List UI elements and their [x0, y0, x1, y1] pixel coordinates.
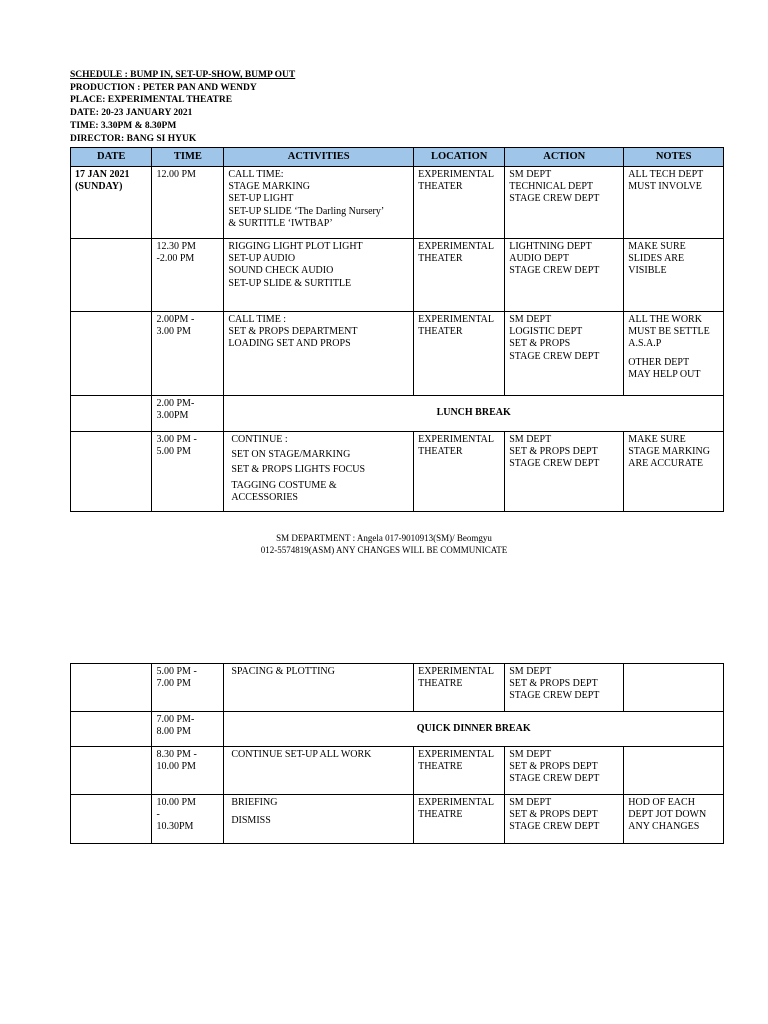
action-line: SET & PROPS DEPT	[509, 761, 598, 773]
sm-department-contact	[70, 532, 698, 556]
time-text: 5.00 PM	[156, 446, 191, 458]
time-cell	[152, 239, 224, 312]
notes-line: ARE ACCURATE	[628, 458, 703, 470]
action-line: STAGE CREW DEPT	[509, 773, 600, 785]
contact-line: SM DEPARTMENT : Angela 017-9010913(SM)/ Beomgyu	[276, 533, 492, 543]
notes-line: MUST BE SETTLE	[628, 326, 710, 338]
location-cell	[414, 432, 505, 512]
column-header-notes: NOTES	[624, 148, 724, 167]
notes-line: HOD OF EACH	[628, 797, 695, 808]
notes-line: MUST INVOLVE	[628, 181, 702, 193]
time-text: 10.00 PM	[156, 797, 196, 808]
date-cell	[71, 396, 152, 432]
time-text: 10.00 PM	[156, 761, 196, 773]
production-line: PRODUCTION : PETER PAN AND WENDY	[70, 82, 257, 93]
table-row	[71, 312, 724, 396]
time-text: 8.00 PM	[156, 726, 191, 738]
notes-line: SLIDES ARE	[628, 253, 685, 265]
table-row	[71, 712, 724, 747]
location-line: THEATRE	[418, 678, 463, 690]
notes-line: ANY CHANGES	[628, 821, 700, 833]
location-line: EXPERIMENTAL	[418, 314, 494, 325]
date-cell	[71, 239, 152, 312]
notes-line: DEPT JOT DOWN	[628, 809, 707, 821]
action-line: STAGE CREW DEPT	[509, 458, 600, 470]
action-line: LIGHTNING DEPT	[509, 241, 592, 252]
notes-cell	[624, 432, 724, 512]
time-text: 8.30 PM -	[156, 749, 197, 760]
notes-line: ALL TECH DEPT	[628, 169, 704, 180]
table-header-row	[71, 148, 724, 167]
director-line: DIRECTOR: BANG SI HYUK	[70, 133, 197, 144]
notes-cell	[624, 167, 724, 239]
time-text: -	[156, 809, 160, 821]
column-header-time: TIME	[152, 148, 224, 167]
column-header-activities: ACTIVITIES	[224, 148, 414, 167]
time-text: 10.30PM	[156, 821, 194, 833]
activity-line: CONTINUE :	[231, 434, 288, 445]
action-cell	[505, 312, 624, 396]
notes-line: A.S.A.P	[628, 338, 662, 350]
action-line: SM DEPT	[509, 797, 552, 808]
time-cell	[152, 747, 224, 795]
location-cell	[414, 239, 505, 312]
time-text: 7.00 PM-	[156, 714, 195, 725]
action-cell	[505, 432, 624, 512]
action-line: SM DEPT	[509, 749, 552, 760]
place-line: PLACE: EXPERIMENTAL THEATRE	[70, 95, 233, 106]
activities-cell	[224, 167, 414, 239]
location-cell	[414, 312, 505, 396]
date-cell	[71, 167, 152, 239]
time-cell	[152, 396, 224, 432]
contact-line: 012-5574819(ASM) ANY CHANGES WILL BE COMMUNICATE	[260, 545, 508, 555]
activity-line: SET-UP AUDIO	[228, 253, 296, 265]
activity-line: SET-UP SLIDE ‘The Darling Nursery’	[228, 205, 385, 217]
location-line: THEATER	[418, 446, 463, 458]
location-cell	[414, 167, 505, 239]
lunch-break-cell: LUNCH BREAK	[224, 396, 724, 432]
time-text: 2.00 PM-	[156, 398, 195, 409]
table-row	[71, 239, 724, 312]
action-line: STAGE CREW DEPT	[509, 265, 600, 277]
table-row	[71, 396, 724, 432]
action-line: SET & PROPS DEPT	[509, 678, 598, 690]
time-cell	[152, 712, 224, 747]
notes-cell	[624, 664, 724, 712]
activity-line: SET-UP LIGHT	[228, 193, 294, 205]
action-cell	[505, 167, 624, 239]
table-row	[71, 795, 724, 844]
location-line: EXPERIMENTAL	[418, 797, 494, 808]
time-text: -2.00 PM	[156, 253, 195, 265]
location-line: EXPERIMENTAL	[418, 434, 494, 445]
date-text: 17 JAN 2021	[75, 169, 130, 180]
time-text: 3.00 PM -	[156, 434, 197, 445]
activities-cell	[224, 795, 414, 844]
column-header-action: ACTION	[505, 148, 624, 167]
table-row	[71, 167, 724, 239]
action-line: SM DEPT	[509, 314, 552, 325]
schedule-title: SCHEDULE : BUMP IN, SET-UP-SHOW, BUMP OUT	[70, 70, 296, 80]
notes-cell	[624, 747, 724, 795]
action-line: SM DEPT	[509, 434, 552, 445]
action-cell	[505, 795, 624, 844]
activity-line: CONTINUE SET-UP ALL WORK	[231, 749, 372, 760]
location-line: THEATER	[418, 326, 463, 338]
action-line: AUDIO DEPT	[509, 253, 569, 265]
date-cell	[71, 432, 152, 512]
action-cell	[505, 664, 624, 712]
time-text: 2.00PM -	[156, 314, 195, 325]
time-text: 3.00PM	[156, 410, 189, 422]
table-row	[71, 747, 724, 795]
location-cell	[414, 664, 505, 712]
activities-cell	[224, 747, 414, 795]
notes-cell	[624, 795, 724, 844]
notes-cell	[624, 312, 724, 396]
action-line: STAGE CREW DEPT	[509, 350, 600, 362]
activity-line: TAGGING COSTUME &	[231, 479, 337, 491]
time-text: 3.00 PM	[156, 326, 191, 338]
notes-line: MAY HELP OUT	[628, 368, 701, 380]
activity-line: SET ON STAGE/MARKING	[231, 449, 351, 461]
date-line: DATE: 20-23 JANUARY 2021	[70, 108, 193, 119]
activity-line: & SURTITLE ‘IWTBAP’	[228, 217, 333, 229]
notes-cell	[624, 239, 724, 312]
time-text: 7.00 PM	[156, 678, 191, 690]
time-cell	[152, 432, 224, 512]
time-text: 5.00 PM -	[156, 666, 197, 677]
action-line: SM DEPT	[509, 169, 552, 180]
time-cell	[152, 664, 224, 712]
date-cell	[71, 312, 152, 396]
time-cell	[152, 312, 224, 396]
action-line: SET & PROPS	[509, 338, 571, 350]
activities-cell	[224, 432, 414, 512]
location-line: EXPERIMENTAL	[418, 241, 494, 252]
location-line: EXPERIMENTAL	[418, 169, 494, 180]
activity-line: CALL TIME:	[228, 169, 284, 180]
activity-line: RIGGING LIGHT PLOT LIGHT	[228, 241, 363, 252]
activity-line: CALL TIME :	[228, 314, 287, 325]
notes-line: VISIBLE	[628, 265, 667, 277]
action-line: STAGE CREW DEPT	[509, 821, 600, 833]
action-line: STAGE CREW DEPT	[509, 690, 600, 702]
action-line: SM DEPT	[509, 666, 552, 677]
action-line: LOGISTIC DEPT	[509, 326, 583, 338]
dinner-break-cell: QUICK DINNER BREAK	[224, 712, 724, 747]
time-text: 12.00 PM	[156, 169, 196, 180]
activities-cell	[224, 239, 414, 312]
location-line: THEATRE	[418, 809, 463, 821]
location-line: THEATER	[418, 181, 463, 193]
location-cell	[414, 795, 505, 844]
schedule-table	[70, 147, 724, 512]
time-cell	[152, 795, 224, 844]
table-row	[71, 432, 724, 512]
document-header	[70, 69, 295, 145]
activity-line: SET-UP SLIDE & SURTITLE	[228, 277, 352, 289]
notes-line: MAKE SURE	[628, 434, 686, 445]
activity-line: LOADING SET AND PROPS	[228, 338, 351, 350]
activities-cell	[224, 664, 414, 712]
notes-line: OTHER DEPT	[628, 356, 690, 368]
action-line: STAGE CREW DEPT	[509, 193, 600, 205]
action-line: SET & PROPS DEPT	[509, 809, 598, 821]
activities-cell	[224, 312, 414, 396]
time-text: 12.30 PM	[156, 241, 196, 252]
time-line: TIME: 3.30PM & 8.30PM	[70, 120, 177, 131]
activity-line: STAGE MARKING	[228, 181, 311, 193]
notes-line: ALL THE WORK	[628, 314, 702, 325]
activity-line: DISMISS	[231, 815, 271, 827]
action-line: SET & PROPS DEPT	[509, 446, 598, 458]
location-line: EXPERIMENTAL	[418, 666, 494, 677]
action-cell	[505, 747, 624, 795]
activity-line: SPACING & PLOTTING	[231, 666, 335, 677]
time-cell	[152, 167, 224, 239]
action-cell	[505, 239, 624, 312]
activity-line: SET & PROPS DEPARTMENT	[228, 326, 358, 338]
notes-line: MAKE SURE	[628, 241, 686, 252]
location-cell	[414, 747, 505, 795]
date-cell	[71, 795, 152, 844]
table-row	[71, 664, 724, 712]
schedule-table-continued	[70, 663, 724, 844]
date-cell	[71, 664, 152, 712]
activity-line: SET & PROPS LIGHTS FOCUS	[231, 464, 366, 476]
location-line: EXPERIMENTAL	[418, 749, 494, 760]
location-line: THEATER	[418, 253, 463, 265]
column-header-date: DATE	[71, 148, 152, 167]
notes-line: STAGE MARKING	[628, 446, 710, 458]
activity-line: SOUND CHECK AUDIO	[228, 265, 334, 277]
location-line: THEATRE	[418, 761, 463, 773]
action-line: TECHNICAL DEPT	[509, 181, 594, 193]
activity-line: ACCESSORIES	[231, 491, 298, 503]
date-cell	[71, 712, 152, 747]
column-header-location: LOCATION	[414, 148, 505, 167]
date-cell	[71, 747, 152, 795]
weekday-text: (SUNDAY)	[75, 181, 123, 193]
activity-line: BRIEFING	[231, 797, 278, 808]
